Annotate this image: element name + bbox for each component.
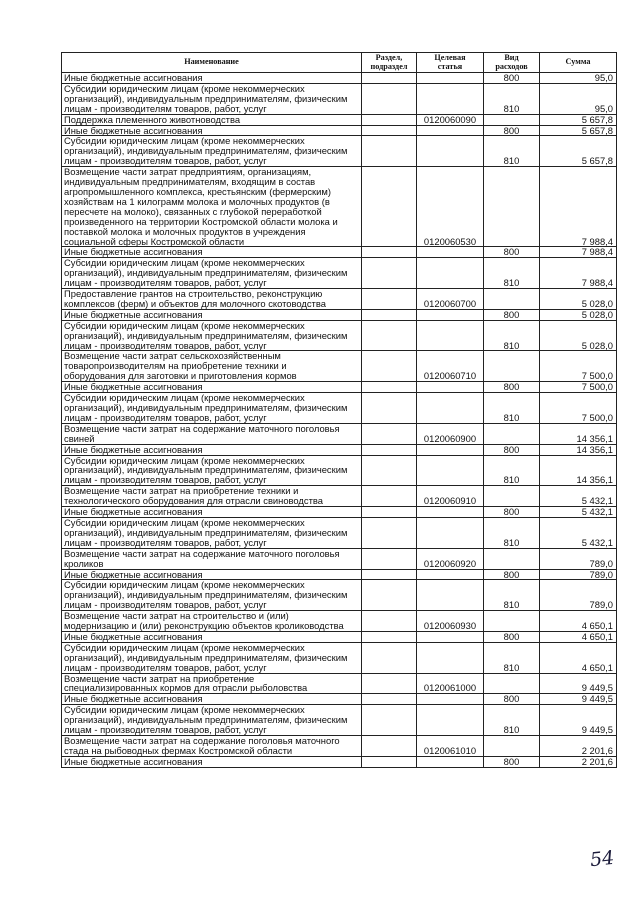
- cell-target: [417, 136, 484, 167]
- cell-name: Возмещение части затрат на приобретение специализированных кормов для отрасли рыболовства: [62, 673, 362, 694]
- cell-sum: 9 449,5: [540, 694, 617, 705]
- cell-kind: [484, 114, 540, 125]
- cell-kind: [484, 611, 540, 632]
- table-row: [62, 258, 617, 289]
- cell-kind: 810: [484, 580, 540, 611]
- cell-section: [362, 320, 417, 351]
- cell-section: [362, 444, 417, 455]
- table-row: [62, 548, 617, 569]
- cell-target: 0120060530: [417, 167, 484, 247]
- cell-sum: 4 650,1: [540, 611, 617, 632]
- cell-name: Иные бюджетные ассигнования: [62, 756, 362, 767]
- cell-kind: 810: [484, 517, 540, 548]
- cell-target: [417, 507, 484, 518]
- cell-target: [417, 309, 484, 320]
- table-row: [62, 580, 617, 611]
- cell-kind: 800: [484, 125, 540, 136]
- cell-name: Субсидии юридическим лицам (кроме некоммерческих организаций), индивидуальным предпринимателям, физическим лицам - производителям товаров, работ, услуг: [62, 393, 362, 424]
- cell-name: Поддержка племенного животноводства: [62, 114, 362, 125]
- table-row: [62, 455, 617, 486]
- cell-sum: 4 650,1: [540, 631, 617, 642]
- cell-sum: 7 500,0: [540, 351, 617, 382]
- cell-name: Возмещение части затрат на содержание поголовья маточного стада на рыбоводных фермах Костромской области: [62, 736, 362, 757]
- cell-sum: 5 432,1: [540, 507, 617, 518]
- cell-target: [417, 455, 484, 486]
- cell-name: Субсидии юридическим лицам (кроме некоммерческих организаций), индивидуальным предпринимателям, физическим лицам - производителям товаров, работ, услуг: [62, 705, 362, 736]
- cell-target: 0120061010: [417, 736, 484, 757]
- cell-section: [362, 673, 417, 694]
- cell-name: Иные бюджетные ассигнования: [62, 73, 362, 84]
- cell-sum: 7 500,0: [540, 393, 617, 424]
- cell-section: [362, 73, 417, 84]
- cell-section: [362, 247, 417, 258]
- cell-target: 0120060900: [417, 423, 484, 444]
- cell-name: Иные бюджетные ассигнования: [62, 247, 362, 258]
- cell-kind: 800: [484, 631, 540, 642]
- cell-name: Субсидии юридическим лицам (кроме некоммерческих организаций), индивидуальным предпринимателям, физическим лицам - производителям товаров, работ, услуг: [62, 83, 362, 114]
- table-row: [62, 756, 617, 767]
- cell-sum: 5 028,0: [540, 309, 617, 320]
- table-row: [62, 507, 617, 518]
- cell-name: Иные бюджетные ассигнования: [62, 694, 362, 705]
- cell-kind: 810: [484, 455, 540, 486]
- cell-target: [417, 444, 484, 455]
- cell-sum: 7 500,0: [540, 382, 617, 393]
- cell-kind: [484, 351, 540, 382]
- cell-target: [417, 247, 484, 258]
- table-header-row: [62, 53, 617, 73]
- cell-kind: 810: [484, 258, 540, 289]
- table-row: [62, 247, 617, 258]
- cell-kind: 810: [484, 136, 540, 167]
- cell-sum: 5 432,1: [540, 517, 617, 548]
- cell-kind: 810: [484, 320, 540, 351]
- cell-target: 0120060910: [417, 486, 484, 507]
- header-name: Наименование: [62, 53, 362, 73]
- table-row: [62, 136, 617, 167]
- cell-section: [362, 83, 417, 114]
- cell-section: [362, 548, 417, 569]
- cell-target: [417, 258, 484, 289]
- cell-target: [417, 320, 484, 351]
- table-row: [62, 382, 617, 393]
- header-kind: Вид расходов: [484, 53, 540, 73]
- cell-section: [362, 517, 417, 548]
- cell-kind: 800: [484, 73, 540, 84]
- table-row: [62, 569, 617, 580]
- cell-name: Иные бюджетные ассигнования: [62, 507, 362, 518]
- cell-kind: [484, 289, 540, 310]
- cell-kind: [484, 423, 540, 444]
- cell-section: [362, 694, 417, 705]
- cell-section: [362, 393, 417, 424]
- cell-sum: 7 988,4: [540, 247, 617, 258]
- cell-target: [417, 517, 484, 548]
- table-row: [62, 83, 617, 114]
- table-row: [62, 351, 617, 382]
- table-row: [62, 320, 617, 351]
- table-row: [62, 642, 617, 673]
- cell-sum: 2 201,6: [540, 736, 617, 757]
- cell-name: Возмещение части затрат на содержание маточного поголовья кроликов: [62, 548, 362, 569]
- table-row: [62, 673, 617, 694]
- cell-name: Иные бюджетные ассигнования: [62, 125, 362, 136]
- cell-kind: 800: [484, 444, 540, 455]
- header-target: Целевая статья: [417, 53, 484, 73]
- cell-sum: 5 028,0: [540, 289, 617, 310]
- cell-target: [417, 705, 484, 736]
- cell-name: Субсидии юридическим лицам (кроме некоммерческих организаций), индивидуальным предпринимателям, физическим лицам - производителям товаров, работ, услуг: [62, 642, 362, 673]
- cell-section: [362, 580, 417, 611]
- cell-sum: 7 988,4: [540, 258, 617, 289]
- cell-kind: [484, 673, 540, 694]
- cell-target: 0120060700: [417, 289, 484, 310]
- cell-section: [362, 486, 417, 507]
- table-row: [62, 114, 617, 125]
- cell-name: Субсидии юридическим лицам (кроме некоммерческих организаций), индивидуальным предпринимателям, физическим лицам - производителям товаров, работ, услуг: [62, 258, 362, 289]
- cell-sum: 789,0: [540, 580, 617, 611]
- cell-section: [362, 289, 417, 310]
- table-row: [62, 167, 617, 247]
- cell-name: Возмещение части затрат сельскохозяйственным товаропроизводителям на приобретение техники и оборудования для заготовки и приготовления кормов: [62, 351, 362, 382]
- cell-sum: 4 650,1: [540, 642, 617, 673]
- cell-name: Иные бюджетные ассигнования: [62, 444, 362, 455]
- cell-sum: 5 657,8: [540, 125, 617, 136]
- budget-table: [61, 52, 617, 768]
- page-number: 54: [588, 846, 616, 872]
- cell-sum: 789,0: [540, 569, 617, 580]
- cell-section: [362, 569, 417, 580]
- table-row: [62, 125, 617, 136]
- cell-name: Иные бюджетные ассигнования: [62, 309, 362, 320]
- cell-kind: 800: [484, 507, 540, 518]
- table-row: [62, 73, 617, 84]
- cell-kind: 800: [484, 247, 540, 258]
- cell-section: [362, 309, 417, 320]
- cell-target: [417, 73, 484, 84]
- cell-kind: [484, 167, 540, 247]
- cell-sum: 5 657,8: [540, 136, 617, 167]
- cell-kind: 800: [484, 569, 540, 580]
- cell-name: Иные бюджетные ассигнования: [62, 382, 362, 393]
- table-row: [62, 705, 617, 736]
- table-row: [62, 736, 617, 757]
- cell-kind: [484, 736, 540, 757]
- cell-section: [362, 167, 417, 247]
- table-row: [62, 444, 617, 455]
- cell-kind: 800: [484, 309, 540, 320]
- cell-section: [362, 631, 417, 642]
- table-row: [62, 309, 617, 320]
- table-body: [62, 73, 617, 768]
- cell-target: [417, 125, 484, 136]
- table-row: [62, 611, 617, 632]
- cell-section: [362, 136, 417, 167]
- cell-section: [362, 756, 417, 767]
- cell-section: [362, 642, 417, 673]
- cell-target: 0120060090: [417, 114, 484, 125]
- cell-name: Иные бюджетные ассигнования: [62, 631, 362, 642]
- cell-sum: 14 356,1: [540, 444, 617, 455]
- cell-target: [417, 569, 484, 580]
- cell-sum: 14 356,1: [540, 455, 617, 486]
- cell-target: 0120060920: [417, 548, 484, 569]
- cell-sum: 2 201,6: [540, 756, 617, 767]
- cell-kind: 810: [484, 393, 540, 424]
- cell-sum: 9 449,5: [540, 705, 617, 736]
- cell-sum: 5 432,1: [540, 486, 617, 507]
- cell-section: [362, 258, 417, 289]
- cell-name: Субсидии юридическим лицам (кроме некоммерческих организаций), индивидуальным предпринимателям, физическим лицам - производителям товаров, работ, услуг: [62, 455, 362, 486]
- cell-section: [362, 382, 417, 393]
- cell-kind: 800: [484, 694, 540, 705]
- cell-section: [362, 455, 417, 486]
- table-row: [62, 631, 617, 642]
- cell-target: 0120060930: [417, 611, 484, 632]
- header-section: Раздел, подраздел: [362, 53, 417, 73]
- cell-sum: 95,0: [540, 83, 617, 114]
- cell-name: Иные бюджетные ассигнования: [62, 569, 362, 580]
- cell-target: [417, 393, 484, 424]
- cell-section: [362, 114, 417, 125]
- cell-sum: 9 449,5: [540, 673, 617, 694]
- cell-target: [417, 382, 484, 393]
- cell-sum: 95,0: [540, 73, 617, 84]
- cell-sum: 14 356,1: [540, 423, 617, 444]
- cell-target: 0120060710: [417, 351, 484, 382]
- table-row: [62, 289, 617, 310]
- table-row: [62, 486, 617, 507]
- header-sum: Сумма: [540, 53, 617, 73]
- cell-target: [417, 580, 484, 611]
- table-row: [62, 517, 617, 548]
- cell-name: Возмещение части затрат на строительство и (или) модернизацию и (или) реконструкцию объектов кролиководства: [62, 611, 362, 632]
- cell-sum: 789,0: [540, 548, 617, 569]
- cell-name: Предоставление грантов на строительство, реконструкцию комплексов (ферм) и объектов для молочного скотоводства: [62, 289, 362, 310]
- cell-name: Субсидии юридическим лицам (кроме некоммерческих организаций), индивидуальным предпринимателям, физическим лицам - производителям товаров, работ, услуг: [62, 517, 362, 548]
- cell-section: [362, 736, 417, 757]
- cell-kind: 810: [484, 642, 540, 673]
- cell-name: Субсидии юридическим лицам (кроме некоммерческих организаций), индивидуальным предпринимателям, физическим лицам - производителям товаров, работ, услуг: [62, 136, 362, 167]
- cell-kind: 810: [484, 705, 540, 736]
- cell-target: [417, 642, 484, 673]
- cell-section: [362, 705, 417, 736]
- cell-kind: [484, 486, 540, 507]
- cell-kind: 800: [484, 756, 540, 767]
- cell-target: [417, 756, 484, 767]
- cell-name: Субсидии юридическим лицам (кроме некоммерческих организаций), индивидуальным предпринимателям, физическим лицам - производителям товаров, работ, услуг: [62, 320, 362, 351]
- cell-name: Возмещение части затрат на приобретение техники и технологического оборудования для отрасли свиноводства: [62, 486, 362, 507]
- cell-sum: 5 028,0: [540, 320, 617, 351]
- cell-name: Возмещение части затрат предприятиям, организациям, индивидуальным предпринимателям, входящим в состав агропромышленного комплекса, крестьянским (фермерским) хозяйствам на 1 килограмм молока и молочных продуктов (в пересчете на молоко), связанных с глубокой переработкой произведенного на территории Костромской области молока и поставкой молока и молочных продуктов в учреждения социальной сферы Костромской области: [62, 167, 362, 247]
- table-row: [62, 423, 617, 444]
- cell-kind: [484, 548, 540, 569]
- cell-target: [417, 83, 484, 114]
- table-row: [62, 694, 617, 705]
- cell-section: [362, 423, 417, 444]
- cell-target: 0120061000: [417, 673, 484, 694]
- cell-target: [417, 694, 484, 705]
- cell-kind: 810: [484, 83, 540, 114]
- cell-name: Субсидии юридическим лицам (кроме некоммерческих организаций), индивидуальным предпринимателям, физическим лицам - производителям товаров, работ, услуг: [62, 580, 362, 611]
- cell-sum: 7 988,4: [540, 167, 617, 247]
- cell-sum: 5 657,8: [540, 114, 617, 125]
- table-row: [62, 393, 617, 424]
- cell-section: [362, 351, 417, 382]
- cell-name: Возмещение части затрат на содержание маточного поголовья свиней: [62, 423, 362, 444]
- cell-section: [362, 125, 417, 136]
- cell-kind: 800: [484, 382, 540, 393]
- cell-section: [362, 611, 417, 632]
- cell-target: [417, 631, 484, 642]
- cell-section: [362, 507, 417, 518]
